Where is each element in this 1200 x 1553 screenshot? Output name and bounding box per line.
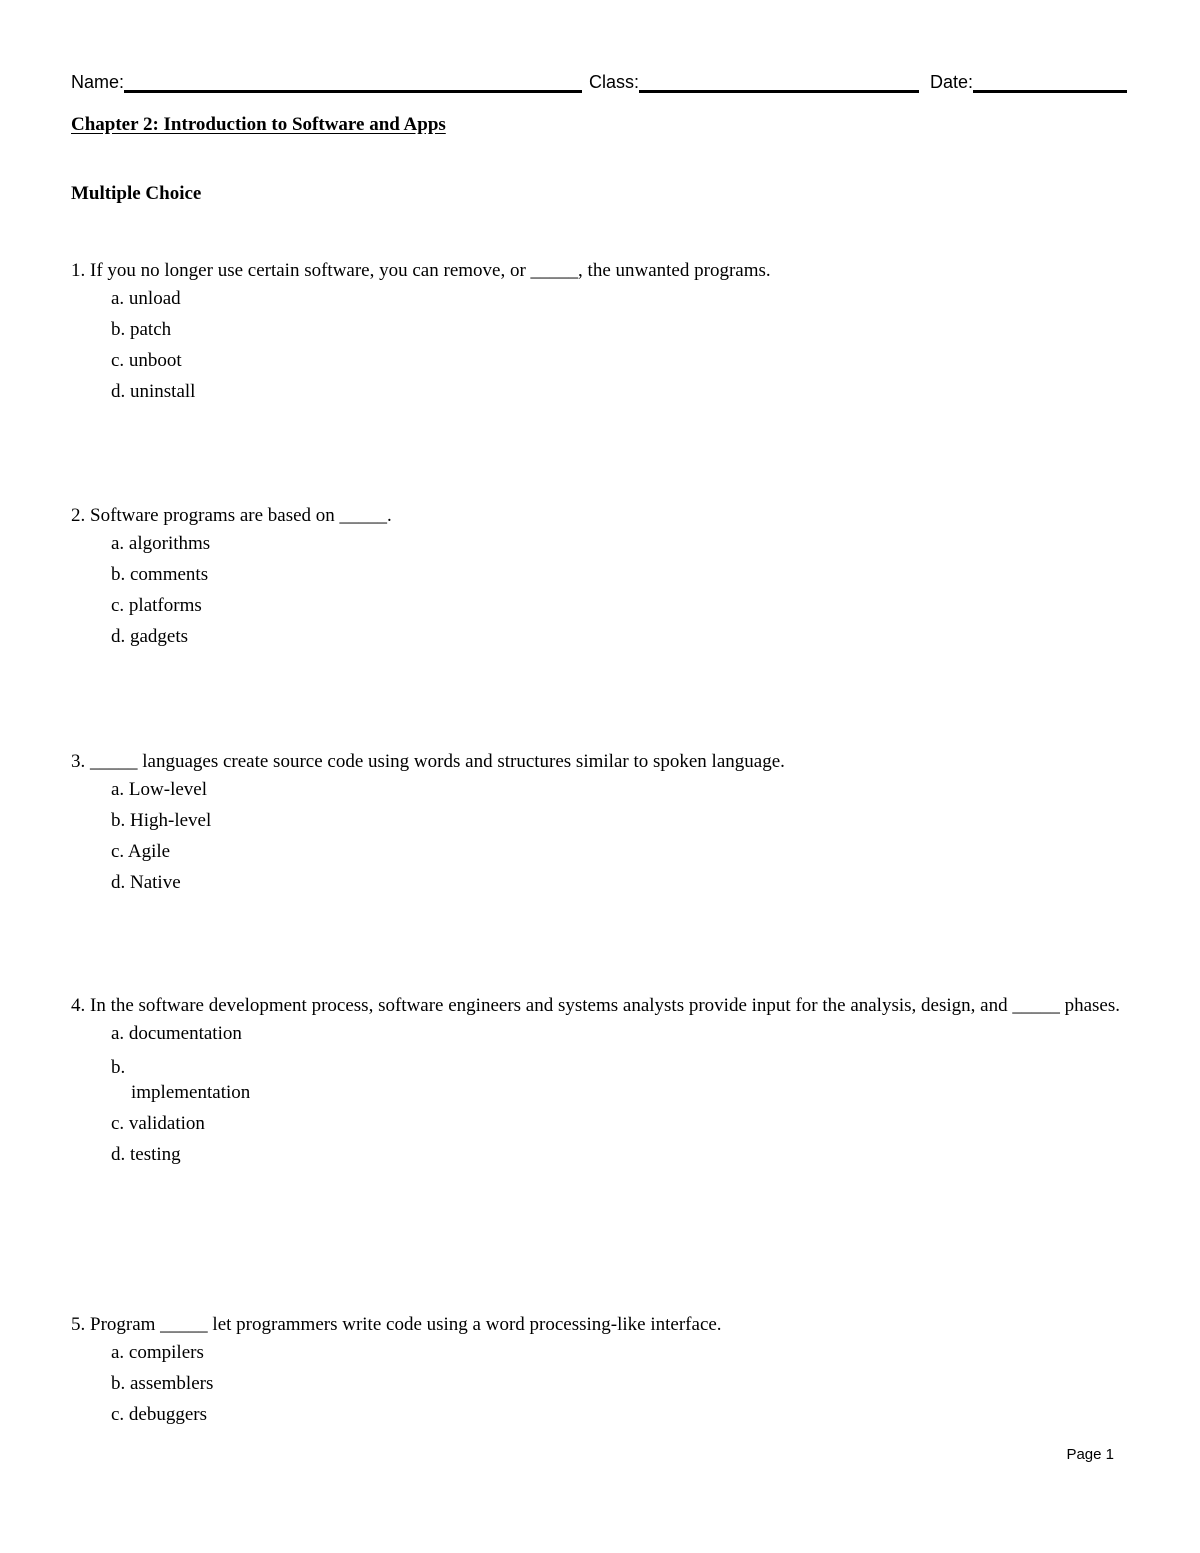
choice-list (71, 774, 1131, 898)
choice-b[interactable]: b. patch (111, 319, 172, 340)
page-number: Page 1 (1066, 1446, 1114, 1463)
choice-c[interactable]: c. platforms (111, 595, 202, 616)
choice-d[interactable]: d. Native (111, 872, 181, 893)
question-3 (71, 749, 1131, 898)
choice-list (71, 1018, 1131, 1170)
class-blank-line[interactable] (639, 70, 919, 93)
name-blank-line[interactable] (124, 70, 582, 93)
choice-b[interactable]: b. High-level (111, 810, 212, 831)
choice-list (71, 283, 1131, 407)
choice-b-text[interactable] (71, 1080, 1131, 1108)
choice-b-label[interactable]: b. (111, 1057, 126, 1078)
date-field (930, 70, 1127, 93)
choice-d[interactable]: d. uninstall (111, 381, 196, 402)
date-label: Date: (930, 72, 974, 92)
choice-c[interactable]: c. Agile (111, 841, 171, 862)
choice-c[interactable]: c. debuggers (111, 1404, 208, 1425)
choice-d[interactable]: d. gadgets (111, 626, 189, 647)
choice-list (71, 1337, 1131, 1430)
choice-a[interactable]: a. algorithms (111, 533, 211, 554)
question-stem: 4. In the software development process, software engineers and systems analysts provide input for the analysis, design, and _____ phases. (71, 995, 1120, 1016)
choice-c[interactable]: c. validation (111, 1113, 205, 1134)
name-label: Name: (71, 72, 125, 92)
choice-a[interactable]: a. Low-level (111, 779, 208, 800)
question-4 (71, 993, 1131, 1170)
date-blank-line[interactable] (973, 70, 1127, 93)
choice-a[interactable]: a. unload (111, 288, 181, 309)
choice-b-value: implementation (131, 1082, 251, 1103)
chapter-title: Chapter 2: Introduction to Software and Apps (71, 114, 446, 135)
choice-c[interactable]: c. unboot (111, 350, 182, 371)
choice-b[interactable]: b. assemblers (111, 1373, 214, 1394)
choice-a[interactable]: a. compilers (111, 1342, 204, 1363)
class-field (589, 70, 919, 93)
choice-a[interactable]: a. documentation (111, 1023, 242, 1044)
choice-d[interactable]: d. testing (111, 1144, 181, 1165)
name-field (71, 70, 582, 93)
question-1 (71, 258, 1131, 407)
question-5 (71, 1312, 1131, 1430)
question-stem: 1. If you no longer use certain software, you can remove, or _____, the unwanted programs. (71, 260, 771, 281)
question-2 (71, 503, 1131, 652)
choice-b[interactable]: b. comments (111, 564, 209, 585)
choice-list (71, 528, 1131, 652)
class-label: Class: (589, 72, 640, 92)
question-stem: 5. Program _____ let programmers write code using a word processing-like interface. (71, 1314, 722, 1335)
section-title: Multiple Choice (71, 183, 202, 204)
question-stem: 2. Software programs are based on _____. (71, 505, 392, 526)
question-stem: 3. _____ languages create source code using words and structures similar to spoken language. (71, 751, 785, 772)
